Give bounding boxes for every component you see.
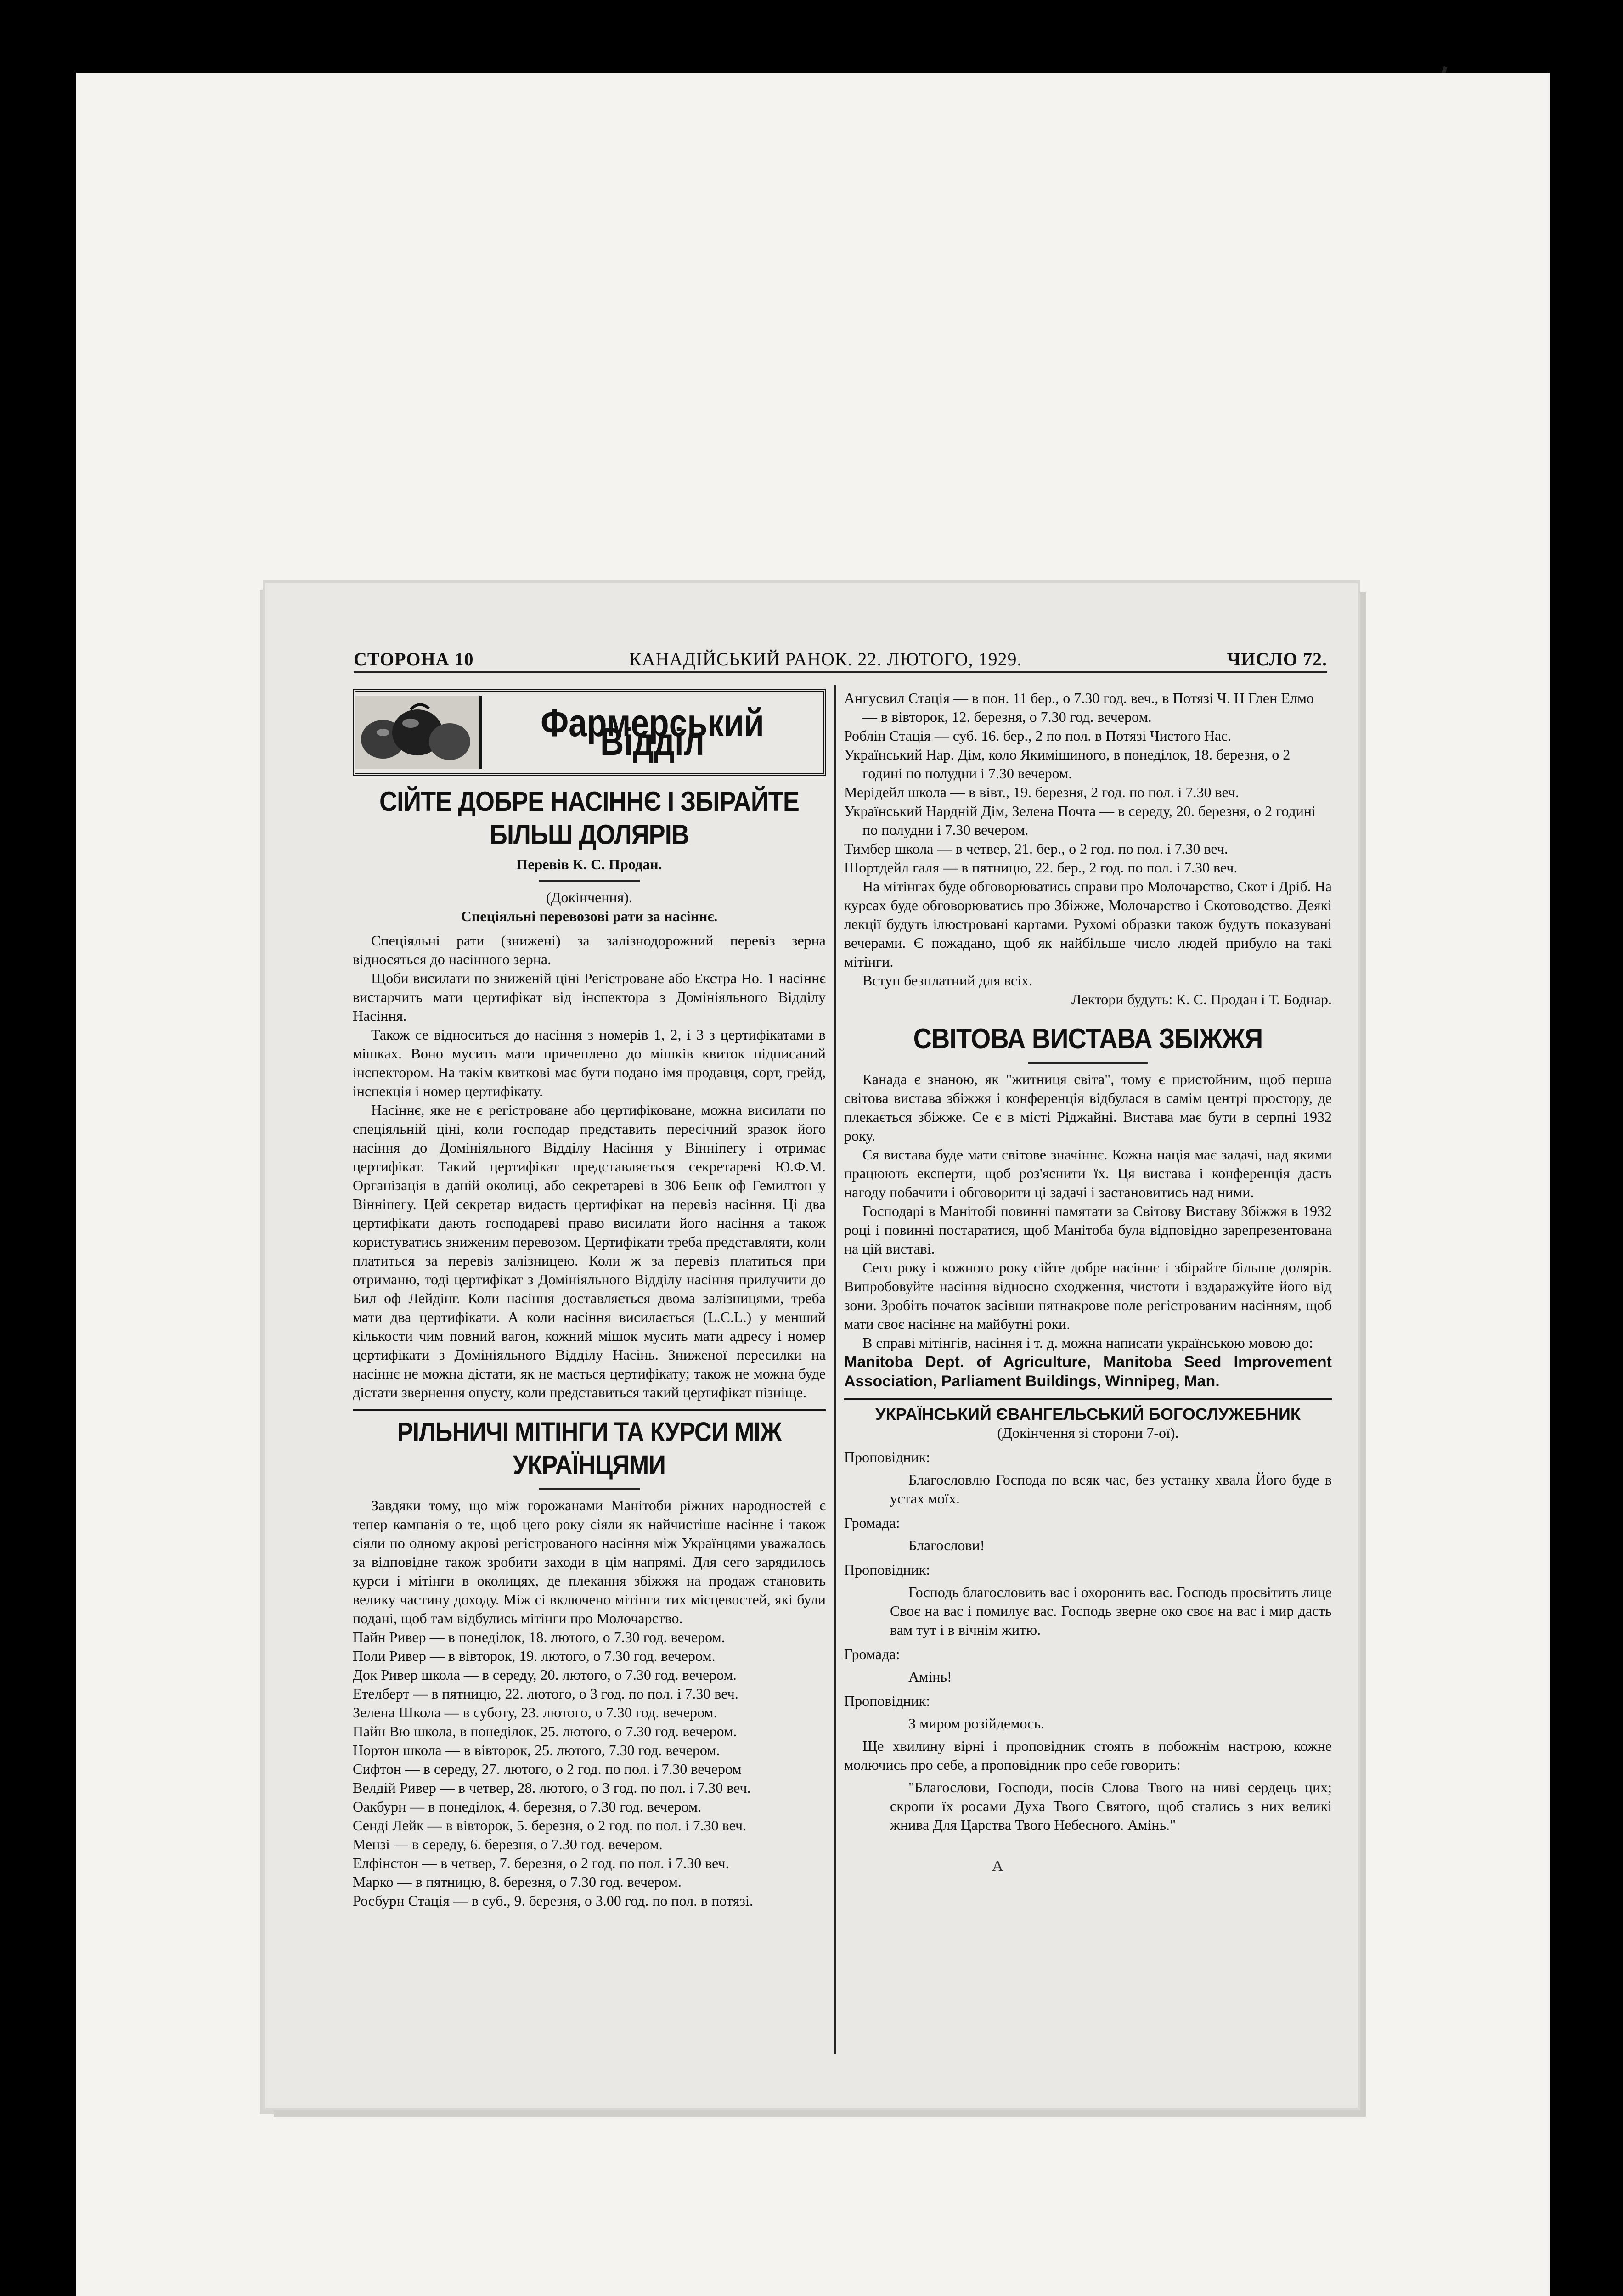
liturgy-text: Амінь!	[908, 1668, 952, 1685]
meeting-schedule	[353, 1628, 826, 1910]
paragraph: Господарі в Манітобі повинні памятати за Світову Виставу Збіжжя в 1932 році і повинні постаратися, щоб Манітоба була відповідно зарепрезентована на цій виставі.	[844, 1203, 1332, 1257]
schedule-item: Росбурн Стація — в суб., 9. березня, о 3.00 год. по пол. в потязі.	[353, 1892, 753, 1909]
paragraph: Вступ безплатний для всіх.	[862, 972, 1033, 989]
schedule-item: Поли Ривер — в вівторок, 19. лютого, о 7.30 год. вечером.	[353, 1648, 716, 1664]
schedule-item: Український Нардній Дім, Зелена Почта — в середу, 20. березня, о 2 годині по полудни і 7.30 вечером.	[844, 803, 1316, 838]
vegetables-icon	[355, 696, 482, 769]
paragraph: Завдяки тому, що між горожанами Манітоби ріжних народностей є тепер кампанія о те, щоб цего року сіяли як найчистіше насіннє і також сіяли по одному акрові регістрованого насіння між Українцями уважалось за відповідне також зробити заходи в цім напрямі. Для сего зарядилось курси і мітінги в околицях, де плекання збіжжя на продаж становить велику частину доходу. Між сі включено мітінги тих місцевостей, які були подані, щоб там відбулись мітінги про Молочарство.	[353, 1497, 826, 1626]
page-header	[354, 648, 1327, 672]
schedule-item: Етелберт — в пятницю, 22. лютого, о 3 год. по пол. і 7.30 веч.	[353, 1685, 738, 1702]
paragraph: Канада є знаною, як "житниця світа", тому є пристойним, щоб перша світова вистава збіжжя і конференція відбулася в самім центрі простору, де плекається збіжже. Се є в місті Ріджайні. Вистава має бути в серпні 1932 року.	[844, 1071, 1332, 1144]
left-column	[353, 689, 826, 1910]
section-rule	[844, 1398, 1332, 1400]
page-number: СТОРОНА 10	[354, 649, 474, 670]
section-rule	[353, 1409, 826, 1411]
byline: Перевів К. С. Продан.	[516, 856, 662, 872]
article-title: РІЛЬНИЧІ МІТІНГИ ТА КУРСИ МІЖ УКРАЇНЦЯМИ	[397, 1417, 782, 1480]
schedule-item: Пайн Ривер — в понеділок, 18. лютого, о 7.30 год. вечером.	[353, 1629, 725, 1645]
schedule-item: Нортон школа — в вівторок, 25. лютого, 7.30 год. вечером.	[353, 1742, 720, 1758]
schedule-item: Тимбер школа — в четвер, 21. бер., о 2 год. по пол. і 7.30 веч.	[844, 840, 1228, 857]
speaker-label: Громада:	[844, 1646, 900, 1662]
paragraph: Спеціяльні рати (знижені) за залізнодорожний перевіз зерна відносяться до насінного зерна.	[353, 932, 826, 968]
speaker-label: Проповідник:	[844, 1561, 930, 1578]
divider-rule	[1028, 1062, 1148, 1064]
continuation-note: (Докінчення).	[546, 889, 632, 906]
paragraph: Ще хвилину вірні і проповідник стоять в побожнім настрою, кожне молючись про себе, а проповідник про себе говорить:	[844, 1738, 1332, 1773]
schedule-item: Сифтон — в середу, 27. лютого, о 2 год. по пол. і 7.30 вечером	[353, 1761, 742, 1777]
paragraph: Насіннє, яке не є регістроване або цертифіковане, можна висилати по спеціяльній ціні, коли господар представить пересічний зразок його насіння до Домініяльного Відділу Насіння у Вінніпегу і отримає цертифікат. Такий цертифікат представляється секретареві Ю.Ф.М. Організація в даній околиці, або секретареві в 306 Бенк оф Гемилтон у Вінніпегу. Цей секретар видасть цертифікат на перевіз насіння. Ці два цертифікати дають господареві право висилати його насіння а також користуватись зниженим перевозом. Цертифікати треба представляти, коли платиться за перевіз залізницею. Коли ж за перевіз платиться при отриманю, тоді цертифікат з Домініяльного Відділу насіння прилучити до Бил оф Лейдінг. Коли насіння доставляється двома залізницями, треба мати два цертифікати. А коли насіння висилається (L.C.L.) у менший кількости чим повний вагон, кожний мішок мусить мати адресу і номер цертифікати з Домініяльного Відділу Насінь. Зниженої пересилки на насіннє не можна дістати, як не мається цертифікату; також не можна буде дістати звернення опусту, коли представиться такий цертифікат пізніще.	[353, 1102, 826, 1401]
handwritten-mark: А	[992, 1857, 1003, 1874]
schedule-item: Пайн Вю школа, в понеділок, 25. лютого, о 7.30 год. вечером.	[353, 1723, 737, 1739]
schedule-item: Оакбурн — в понеділок, 4. березня, о 7.30 год. вечером.	[353, 1798, 702, 1815]
paragraph: Ся вистава буде мати світове значіннє. Кожна нація має задачі, над якими працюють експерти, щоб роз'яснити їх. Ця вистава і конференція дасть нагоду побачити і обговорити ці задачі і застановитись над ними.	[844, 1146, 1332, 1200]
mailing-address: Manitoba Dept. of Agriculture, Manitoba Seed Improvement Association, Parliament Buildings, Winnipeg, Man.	[844, 1353, 1332, 1390]
lecturers-note: Лектори будуть: К. С. Продан і Т. Боднар.	[1071, 991, 1332, 1007]
schedule-item: Марко — в пятницю, 8. березня, о 7.30 год. вечером.	[353, 1874, 682, 1890]
speaker-label: Проповідник:	[844, 1693, 930, 1709]
prayer-text: "Благослови, Господи, посів Слова Твого на ниві сердець цих; скропи їх росами Духа Твого Святого, щоб стались з них великі жнива Для Царства Твого Небесного. Амінь."	[890, 1779, 1332, 1833]
paragraph: Сего року і кожного року сійте добре насіннє і збірайте більше долярів. Випробовуйте насіння відносно сходження, чистоти і вздаражуйте його від зони. Зробіть початок засівши пятнакрове поле регістрованим насінням, щоб мати своє насіннє на майбутні роки.	[844, 1259, 1332, 1332]
schedule-item: Мензі — в середу, 6. березня, о 7.30 год. вечером.	[353, 1836, 663, 1852]
header-rule	[354, 671, 1327, 673]
schedule-item: Док Ривер школа — в середу, 20. лютого, о 7.30 год. вечером.	[353, 1666, 737, 1683]
liturgy-text: Благословлю Господа по всяк час, без устанку хвала Його буде в устах моїх.	[890, 1471, 1332, 1507]
article-title: УКРАЇНСЬКИЙ ЄВАНГЕЛЬСЬКИЙ БОГОСЛУЖЕБНИК	[875, 1405, 1301, 1424]
paragraph: На мітінгах буде обговорюватись справи про Молочарство, Скот і Дріб. На курсах буде обговорюватись про Збіжже, Молочарство і Скотоводство. Деякі лекції будуть ілюстровані картами. Рухомі образки також будуть показувані вечерами. Є пожадано, щоб як найбільше число людей прибуло на такі мітінги.	[844, 878, 1332, 970]
subheading: Спеціяльні перевозові рати за насіннє.	[461, 908, 718, 924]
issue-number: ЧИСЛО 72.	[1227, 649, 1327, 670]
meeting-schedule-continued	[844, 689, 1332, 877]
liturgy-text: Господь благословить вас і охоронить вас. Господь просвітить лице Своє на вас і помилує вас. Господь зверне око своє на вас і мир дасть вам тут і в вічнім житю.	[890, 1584, 1332, 1638]
article-title: СВІТОВА ВИСТАВА ЗБІЖЖЯ	[913, 1023, 1263, 1055]
right-column	[844, 689, 1332, 1835]
schedule-item: Український Нар. Дім, коло Якимішиного, в понеділок, 18. березня, о 2 годині по полудни і 7.30 вечером.	[844, 746, 1291, 782]
paragraph: Щоби висилати по зниженій ціні Регістроване або Екстра Но. 1 насіннє вистарчить мати цертифікат від інспектора з Домініяльного Відділу Насіння.	[353, 970, 826, 1024]
liturgy-text: Благослови!	[908, 1537, 985, 1553]
masthead-date: КАНАДІЙСЬКИЙ РАНОК. 22. ЛЮТОГО, 1929.	[629, 649, 1022, 670]
article-title: СІЙТЕ ДОБРЕ НАСІННЄ І ЗБІРАЙТЕ БІЛЬШ ДОЛЯРІВ	[379, 786, 799, 850]
schedule-item: Мерідейл школа — в вівт., 19. березня, 2 год. по пол. і 7.30 веч.	[844, 784, 1239, 800]
schedule-item: Велдій Ривер — в четвер, 28. лютого, о 3 год. по пол. і 7.30 веч.	[353, 1779, 751, 1796]
paragraph: В справі мітінгів, насіння і т. д. можна написати українською мовою до:	[862, 1334, 1313, 1351]
schedule-item: Ангусвил Стація — в пон. 11 бер., о 7.30 год. веч., в Потязі Ч. Н Глен Елмо — в вівторок, 12. березня, о 7.30 год. вечером.	[844, 690, 1314, 725]
schedule-item: Роблін Стація — суб. 16. бер., 2 по пол. в Потязі Чистого Нас.	[844, 727, 1232, 744]
paragraph: Також се відноситься до насіння з номерів 1, 2, і 3 з цертифікатами в мішках. Воно мусить мати причеплено до мішків квиток підписаний інспектором. На такім квиткові має бути подано імя продавця, сорт, грейд, інспекція і номер цертифікату.	[353, 1026, 826, 1099]
column-divider	[834, 685, 836, 2054]
liturgy-text: З миром розійдемось.	[908, 1715, 1045, 1732]
divider-rule	[539, 1488, 640, 1490]
divider-rule	[539, 880, 640, 882]
schedule-item: Зелена Школа — в суботу, 23. лютого, о 7.30 год. вечером.	[353, 1704, 717, 1721]
continuation-note: (Докінчення зі сторони 7-ої).	[997, 1424, 1179, 1441]
speaker-label: Проповідник:	[844, 1449, 930, 1465]
section-title: Фармерський Відділ	[541, 701, 764, 763]
section-banner	[353, 689, 826, 776]
speaker-label: Громада:	[844, 1514, 900, 1531]
schedule-item: Елфінстон — в четвер, 7. березня, о 2 год. по пол. і 7.30 веч.	[353, 1855, 729, 1871]
schedule-item: Сенді Лейк — в вівторок, 5. березня, о 2 год. по пол. і 7.30 веч.	[353, 1817, 747, 1834]
schedule-item: Шортдейл галя — в пятницю, 22. бер., 2 год. по пол. і 7.30 веч.	[844, 859, 1238, 876]
